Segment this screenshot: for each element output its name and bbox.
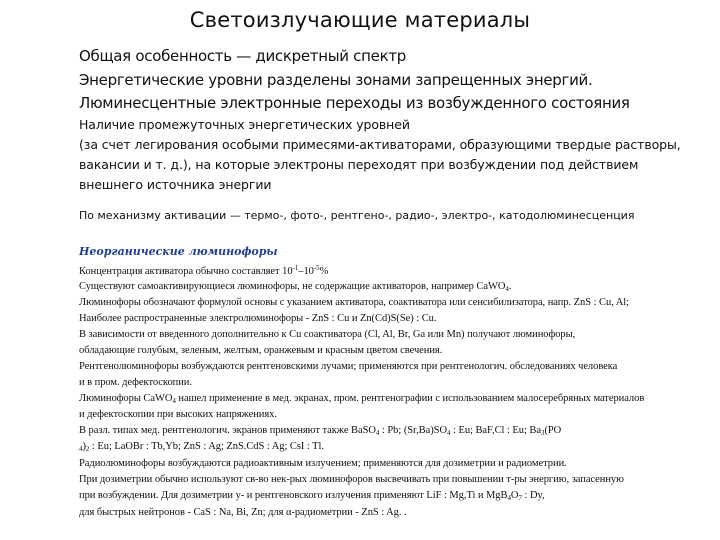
body-line-4: Наиболее распространенные электролюминофоры - ZnS : Cu и Zn(Cd)S(Se) : Cu. <box>79 313 437 324</box>
body-line-16: для быстрых нейтронов - CaS : Na, Bi, Zn; для α-радиометрии - ZnS : Ag. . <box>79 507 407 518</box>
intermediate-line-4: внешнего источника энергии <box>79 177 272 192</box>
body-line-9: Люминофоры CaWO$_4$ нашел применение в мед. экранах, пром. рентгенографии с использованием малосеребряных материалов <box>79 393 645 405</box>
body-line-2: Существуют самоактивирующиеся люминофоры, не содержащие активаторов, например CaWO$_4$. <box>79 281 512 293</box>
intermediate-line-1: Наличие промежуточных энергетических уровней <box>79 117 410 132</box>
body-line-3: Люминофоры обозначают формулой основы с указанием активатора, соактиватора или сенсибилизатора, напр. ZnS : Cu, Al; <box>79 297 630 308</box>
general-line-3: Люминесцентные электронные переходы из возбужденного состояния <box>79 94 630 112</box>
slide-title: Светоизлучающие материалы <box>189 8 531 32</box>
mechanism-line: По механизму активации — термо-, фото-, рентгено-, радио-, электро-, катодолюминесценция <box>79 209 635 222</box>
general-line-2: Энергетические уровни разделены зонами запрещенных энергий. <box>79 71 593 89</box>
intermediate-line-3: вакансии и т. д.), на которые электроны переходят при возбуждении под действием <box>79 157 639 172</box>
body-line-10: и дефектоскопии при высоких напряжениях. <box>79 409 277 420</box>
body-line-8: и в пром. дефектоскопии. <box>79 377 192 388</box>
body-line-1: Концентрация активатора обычно составляет $10^{-1}-10^{-5}\%$ <box>79 264 329 277</box>
body-line-12: $_4)_2$ : Eu; LaOBr : Tb,Yb; ZnS : Ag; ZnS.CdS : Ag; CsI : Tl. <box>79 441 324 453</box>
body-line-5: В зависимости от введенного дополнительно к Cu соактиватора (Cl, Al, Br, Ga или Mn) получают люминофоры, <box>79 329 576 340</box>
intermediate-line-2: (за счет легирования особыми примесями-активаторами, образующими твердые растворы, <box>79 137 681 152</box>
body-line-7: Рентгенолюминофоры возбуждаются рентгеновскими лучами; применяются при рентгенологич. обследованиях человека <box>79 361 618 372</box>
inorganic-heading: Неорганические люминофоры <box>79 245 278 258</box>
body-line-13: Радиолюминофоры возбуждаются радиоактивным излучением; применяются для дозиметрии и радиометрии. <box>79 458 567 469</box>
body-line-11: В разл. типах мед. рентгенологич. экранов применяют также BaSO$_4$ : Pb; $(Sr,Ba)SO_4$ : Eu; BaF,Cl : Eu; $Ba_3(PO$ <box>79 425 562 437</box>
general-line-1: Общая особенность — дискретный спектр <box>79 47 406 65</box>
body-line-15: при возбуждении. Для дозиметрии у- и рентгеновского излучения применяют LiF : Mg,Ti и $MgB_4O_7$ : Dy, <box>79 490 545 502</box>
body-line-6: обладающие голубым, зеленым, желтым, оранжевым и красным цветом свечения. <box>79 345 443 356</box>
body-line-14: При дозиметрии обычно используют св-во нек-рых люминофоров высвечивать при повышении т-ры энергию, запасенную <box>79 474 624 485</box>
